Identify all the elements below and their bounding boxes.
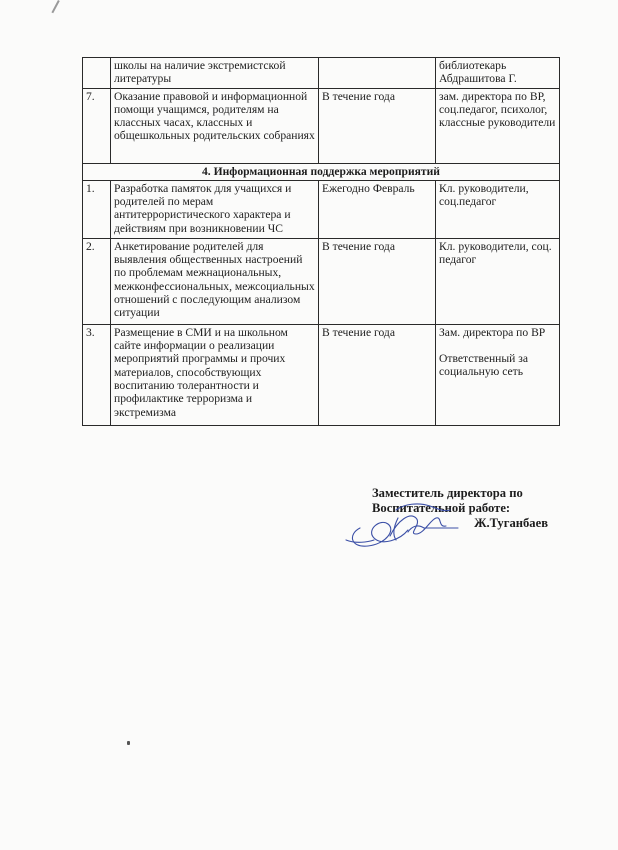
handwritten-signature (338, 490, 468, 560)
table-row (83, 324, 560, 425)
scan-speck (127, 741, 130, 745)
section-title: 4. Информационная поддержка мероприятий (83, 163, 560, 180)
responsible-cell (436, 324, 560, 425)
responsible-line: Зам. директора по ВР (439, 325, 546, 339)
responsible-cell (436, 180, 560, 238)
row-number (83, 58, 111, 89)
responsible-cell (436, 88, 560, 163)
row-number: 1. (83, 180, 111, 238)
activity-cell: школы на наличие экстремистской литературы (111, 58, 319, 89)
timing-cell: Ежегодно Февраль (319, 180, 436, 238)
responsible-line: Кл. руководители, соц.педагог (439, 181, 529, 209)
timing-cell: В течение года (319, 88, 436, 163)
row-number: 7. (83, 88, 111, 163)
signer-name: Ж.Туганбаев (474, 516, 548, 530)
signer-position-line2: Воспитательной работе: (372, 501, 511, 515)
responsible-line: зам. директора по ВР, соц.педагог, психолог, классные руководители (439, 89, 556, 130)
responsible-cell (436, 58, 560, 89)
row-number: 3. (83, 324, 111, 425)
table-row (83, 180, 560, 238)
timing-cell: В течение года (319, 324, 436, 425)
timing-cell: В течение года (319, 238, 436, 324)
activity-cell: Оказание правовой и информационной помощи учащимся, родителям на классных часах, классных и общешкольных родительских собраниях (111, 88, 319, 163)
responsible-line: Ответственный за социальную сеть (439, 352, 528, 379)
table-row (83, 58, 560, 89)
responsible-line: Кл. руководители, соц. педагог (439, 239, 552, 267)
table-row (83, 88, 560, 163)
table-row (83, 238, 560, 324)
activity-cell: Разработка памяток для учащихся и родителей по мерам антитеррористического характера и действиям при возникновении ЧС (111, 180, 319, 238)
signer-position-line1: Заместитель директора по (372, 486, 523, 500)
activity-cell: Размещение в СМИ и на школьном сайте информации о реализации мероприятий программы и прочих материалов, способствующих воспитанию толерантности и профилактике терроризма и экстремизма (111, 324, 319, 425)
activity-plan-table (82, 57, 560, 426)
activity-cell: Анкетирование родителей для выявления общественных настроений по проблемам межнациональных, межконфессиональных, межсоциальных отношений с последующим анализом ситуации (111, 238, 319, 324)
row-number: 2. (83, 238, 111, 324)
paper-fold-mark (51, 0, 59, 13)
responsible-line: библиотекарь Абдрашитова Г. (439, 59, 517, 86)
timing-cell (319, 58, 436, 89)
section-header-row (83, 163, 560, 180)
responsible-cell (436, 238, 560, 324)
